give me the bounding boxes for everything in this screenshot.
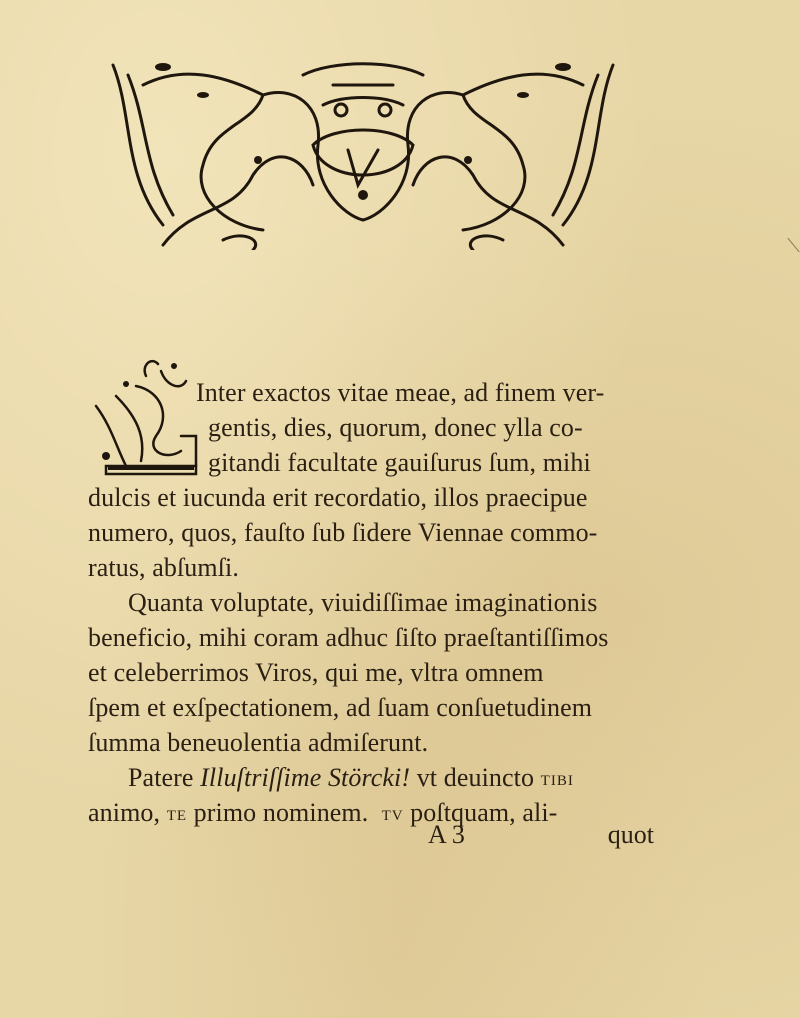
animo-word: animo,	[88, 798, 161, 827]
line-4: dulcis et iucunda erit recordatio, illos praecipue	[88, 483, 588, 512]
text-line	[88, 410, 654, 445]
line-8: beneficio, mihi coram adhuc ſiſto praeſtantiſſimos	[88, 623, 609, 652]
patere-word: Patere	[128, 763, 194, 792]
dedicatee-name: Illuſtriſſime Störcki!	[200, 763, 411, 792]
line-3: gitandi facultate gauiſurus ſum, mihi	[208, 448, 591, 477]
line-6: ratus, abſumſi.	[88, 553, 239, 582]
line-5: numero, quos, fauſto ſub ſidere Viennae commo-	[88, 518, 598, 547]
text-line	[88, 445, 654, 480]
text-line	[88, 585, 654, 620]
text-line	[88, 620, 654, 655]
headpiece-ornament	[103, 55, 623, 250]
line-1: Inter exactos vitae meae, ad finem ver-	[196, 378, 605, 407]
text-line	[88, 480, 654, 515]
line-13-end: poſtquam, ali-	[410, 798, 558, 827]
line-2: gentis, dies, quorum, donec ylla co-	[208, 413, 583, 442]
te-smallcaps: te	[166, 800, 188, 825]
catchword: quot	[607, 820, 654, 849]
line-9: et celeberrimos Viros, qui me, vltra omnem	[88, 658, 544, 687]
text-line	[88, 760, 654, 795]
paper-edge-mark	[787, 238, 799, 252]
text-line	[88, 550, 654, 585]
text-line	[88, 375, 654, 410]
floral-scroll-ornament-icon	[103, 55, 623, 250]
tu-smallcaps: tv	[381, 800, 404, 825]
line-13-mid: primo nominem.	[193, 798, 369, 827]
line-10: ſpem et exſpectationem, ad ſuam conſuetudinem	[88, 693, 593, 722]
text-line	[88, 690, 654, 725]
text-line	[88, 655, 654, 690]
page-footer	[88, 820, 654, 855]
body-text	[88, 375, 654, 830]
line-11: ſumma beneuolentia admiſerunt.	[88, 728, 429, 757]
text-line	[88, 515, 654, 550]
text-line	[88, 725, 654, 760]
signature-mark: A 3	[428, 820, 465, 849]
line-12-mid: vt deuincto	[416, 763, 535, 792]
line-7: Quanta voluptate, viuidiſſimae imaginationis	[128, 588, 598, 617]
tibi-smallcaps: tibi	[540, 765, 574, 790]
